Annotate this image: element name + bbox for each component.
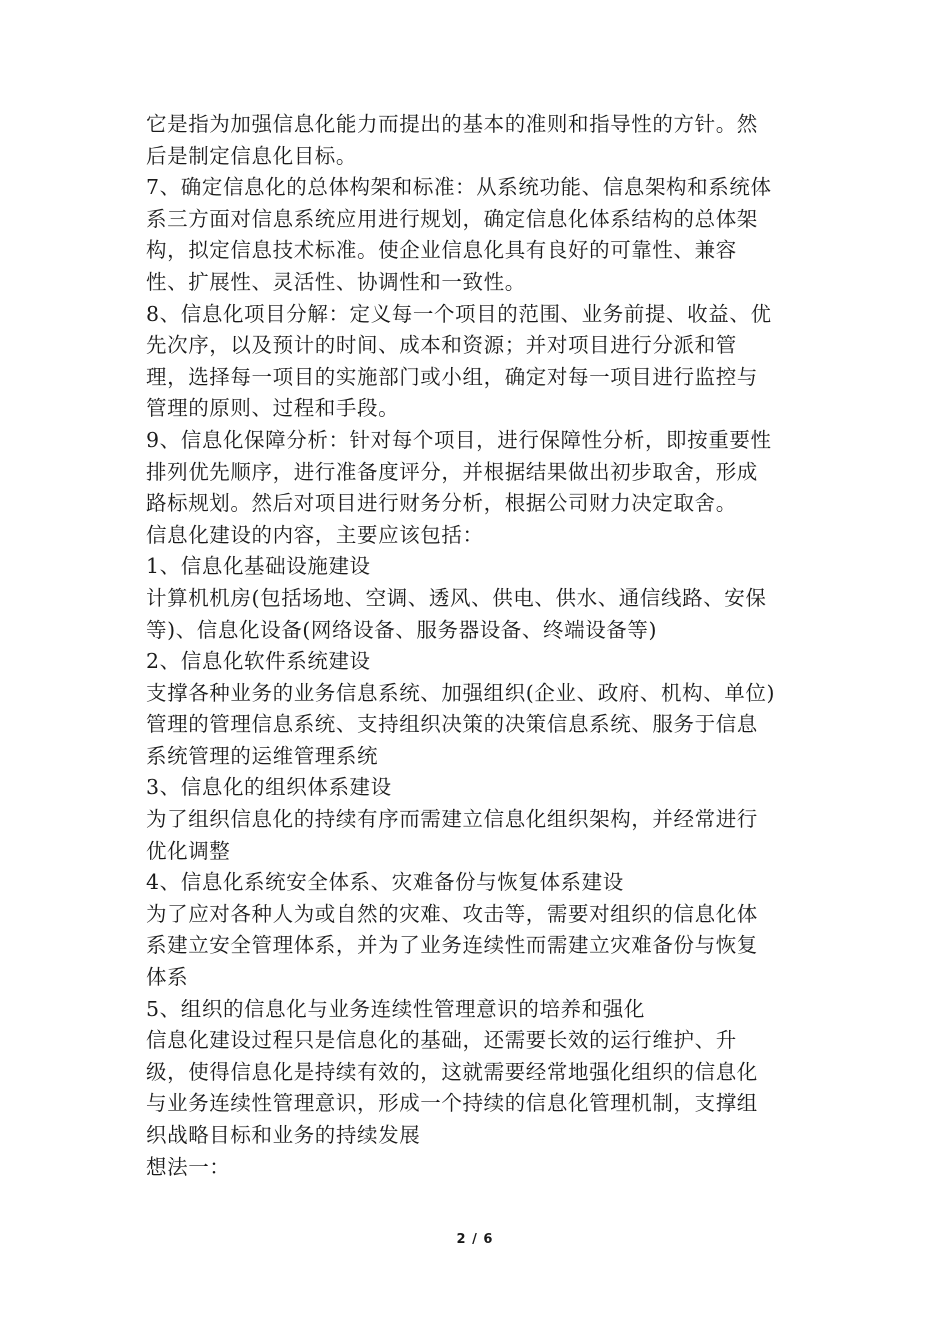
text-line: 想法一： — [146, 1154, 231, 1179]
text-line: 织战略目标和业务的持续发展 — [146, 1123, 421, 1147]
section-heading: 3、信息化的组织体系建设 — [146, 775, 392, 800]
text-line: 优化调整 — [146, 838, 231, 863]
page-number: 2 / 6 — [456, 1232, 494, 1247]
text-line: 计算机机房(包括场地、空调、透风、供电、供水、通信线路、安保 — [146, 585, 767, 610]
text-line: 体系 — [146, 965, 189, 990]
text-line: 系三方面对信息系统应用进行规划，确定信息化体系结构的总体架 — [146, 206, 758, 231]
text-line: 等)、信息化设备(网络设备、服务器设备、终端设备等) — [146, 617, 658, 642]
section-heading: 1、信息化基础设施建设 — [146, 554, 371, 579]
text-line: 路标规划。然后对项目进行财务分析，根据公司财力决定取舍。 — [146, 491, 737, 516]
text-line: 9、信息化保障分析：针对每个项目，进行保障性分析，即按重要性 — [146, 427, 772, 452]
text-line: 级，使得信息化是持续有效的，这就需要经常地强化组织的信息化 — [146, 1059, 758, 1084]
text-line: 构，拟定信息技术标准。使企业信息化具有良好的可靠性、兼容 — [146, 238, 737, 263]
text-line: 管理的原则、过程和手段。 — [146, 396, 400, 421]
section-heading: 4、信息化系统安全体系、灾难备份与恢复体系建设 — [146, 870, 624, 895]
text-line: 系统管理的运维管理系统 — [146, 743, 379, 768]
text-line: 支撑各种业务的业务信息系统、加强组织(企业、政府、机构、单位) — [146, 680, 776, 705]
text-line: 性、扩展性、灵活性、协调性和一致性。 — [146, 269, 526, 294]
text-line: 管理的管理信息系统、支持组织决策的决策信息系统、服务于信息 — [146, 712, 758, 737]
document-body — [146, 109, 818, 1183]
section-heading: 5、组织的信息化与业务连续性管理意识的培养和强化 — [146, 996, 645, 1021]
text-line: 7、确定信息化的总体构架和标准：从系统功能、信息架构和系统体 — [146, 175, 772, 200]
text-line: 与业务连续性管理意识，形成一个持续的信息化管理机制，支撑组 — [146, 1091, 758, 1116]
text-line: 系建立安全管理体系，并为了业务连续性而需建立灾难备份与恢复 — [146, 933, 758, 958]
text-line: 8、信息化项目分解：定义每一个项目的范围、业务前提、收益、优 — [146, 301, 772, 326]
text-line: 排列优先顺序，进行准备度评分，并根据结果做出初步取舍，形成 — [146, 459, 758, 484]
text-line: 后是制定信息化目标。 — [146, 143, 357, 168]
text-line: 理，选择每一项目的实施部门或小组，确定对每一项目进行监控与 — [146, 364, 758, 389]
text-line: 为了组织信息化的持续有序而需建立信息化组织架构，并经常进行 — [146, 807, 758, 832]
text-line: 为了应对各种人为或自然的灾难、攻击等，需要对组织的信息化体 — [146, 901, 758, 926]
section-heading: 2、信息化软件系统建设 — [146, 649, 371, 674]
text-line: 先次序，以及预计的时间、成本和资源；并对项目进行分派和管 — [146, 333, 737, 358]
text-line: 信息化建设的内容，主要应该包括： — [146, 522, 484, 547]
text-line: 信息化建设过程只是信息化的基础，还需要长效的运行维护、升 — [146, 1028, 737, 1053]
text-line: 它是指为加强信息化能力而提出的基本的准则和指导性的方针。然 — [146, 112, 758, 136]
